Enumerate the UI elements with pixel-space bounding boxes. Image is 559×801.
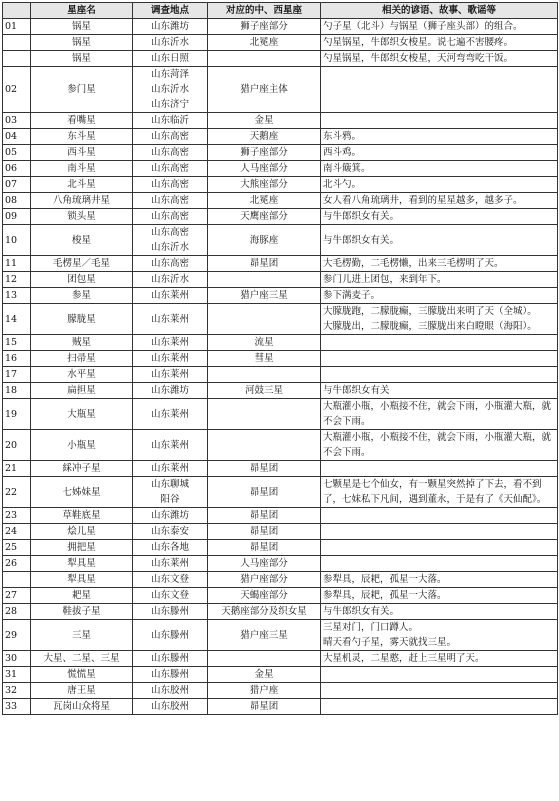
row-number-cell: 11 bbox=[3, 256, 31, 272]
table-row bbox=[3, 588, 558, 604]
proverb-cell bbox=[321, 35, 558, 51]
constellation-cell: 昴星团 bbox=[208, 461, 321, 477]
row-number-cell: 03 bbox=[3, 113, 31, 129]
table-row bbox=[3, 193, 558, 209]
proverb-cell bbox=[321, 508, 558, 524]
location-cell bbox=[133, 193, 208, 209]
constellation-cell: 昴星团 bbox=[208, 477, 321, 508]
proverb-cell bbox=[321, 620, 558, 651]
proverb-cell bbox=[321, 256, 558, 272]
constellation-cell: 河鼓三星 bbox=[208, 383, 321, 399]
constellation-cell: 昴星团 bbox=[208, 699, 321, 715]
location-cell bbox=[133, 35, 208, 51]
location-cell bbox=[133, 288, 208, 304]
proverb-line: 三星对门，门口蹲人。 bbox=[323, 622, 419, 633]
constellation-cell: 昴星团 bbox=[208, 508, 321, 524]
proverb-line: 大星机灵，二星憨，赶上三星明了天。 bbox=[323, 653, 485, 664]
star-name-cell: 看嘴星 bbox=[31, 113, 133, 129]
location-line: 山东高密 bbox=[150, 258, 189, 269]
row-number-cell: 32 bbox=[3, 683, 31, 699]
table-row bbox=[3, 288, 558, 304]
proverb-cell bbox=[321, 335, 558, 351]
location-line: 山东聊城 bbox=[150, 479, 189, 490]
table-header-row bbox=[3, 3, 558, 19]
proverb-line: 勺星锅星，牛郎织女梭星，天河弯弯吃干饭。 bbox=[323, 53, 514, 64]
location-cell bbox=[133, 508, 208, 524]
location-cell bbox=[133, 145, 208, 161]
proverb-line: 与牛郎织女有关。 bbox=[323, 606, 400, 617]
table-row bbox=[3, 524, 558, 540]
star-name-cell: 小瓶星 bbox=[31, 430, 133, 461]
constellation-cell: 狮子座部分 bbox=[208, 19, 321, 35]
location-line: 山东潍坊 bbox=[150, 385, 189, 396]
row-number-cell: 07 bbox=[3, 177, 31, 193]
row-number-cell: 15 bbox=[3, 335, 31, 351]
location-line: 山东莱州 bbox=[150, 439, 189, 451]
table-row bbox=[3, 699, 558, 715]
constellation-cell: 金星 bbox=[208, 113, 321, 129]
star-name-cell: 瓦岗山众将星 bbox=[31, 699, 133, 715]
proverb-line: 与牛郎织女有关 bbox=[323, 385, 390, 396]
location-line: 山东泰安 bbox=[150, 526, 189, 537]
constellation-cell bbox=[208, 399, 321, 430]
location-cell bbox=[133, 556, 208, 572]
table-row bbox=[3, 461, 558, 477]
table-row bbox=[3, 19, 558, 35]
proverb-line: 大朦胧出，二朦胧癫，三朦胧出来白瞪眼（海阳）。 bbox=[323, 321, 537, 332]
location-cell bbox=[133, 113, 208, 129]
location-line: 山东沂水 bbox=[150, 242, 189, 253]
constellation-cell: 天鹰座部分 bbox=[208, 209, 321, 225]
star-name-cell: 贼星 bbox=[31, 335, 133, 351]
proverb-cell bbox=[321, 556, 558, 572]
row-number-cell: 18 bbox=[3, 383, 31, 399]
star-name-cell: 犁具星 bbox=[31, 556, 133, 572]
location-cell bbox=[133, 51, 208, 67]
location-cell bbox=[133, 256, 208, 272]
star-name-cell: 三星 bbox=[31, 620, 133, 651]
location-cell bbox=[133, 304, 208, 335]
star-name-cell: 綵冲子星 bbox=[31, 461, 133, 477]
location-cell bbox=[133, 225, 208, 256]
table-row bbox=[3, 256, 558, 272]
proverb-line: 北斗勺。 bbox=[323, 179, 362, 190]
proverb-line: 勺子星（北斗）与锅星（狮子座头部）的组合。 bbox=[323, 21, 523, 32]
proverb-cell bbox=[321, 225, 558, 256]
location-line: 山东莱州 bbox=[150, 337, 189, 348]
location-line: 山东滕州 bbox=[150, 653, 189, 664]
proverb-cell bbox=[321, 651, 558, 667]
row-number-cell: 31 bbox=[3, 667, 31, 683]
proverb-cell bbox=[321, 367, 558, 383]
row-number-cell: 23 bbox=[3, 508, 31, 524]
location-line: 山东济宁 bbox=[150, 99, 189, 110]
constellation-cell: 人马座部分 bbox=[208, 161, 321, 177]
constellation-cell: 猎户座三星 bbox=[208, 288, 321, 304]
table-row bbox=[3, 161, 558, 177]
constellation-cell: 猎户座三星 bbox=[208, 620, 321, 651]
row-number-cell: 08 bbox=[3, 193, 31, 209]
table-row bbox=[3, 556, 558, 572]
constellation-cell: 猎户座 bbox=[208, 683, 321, 699]
star-name-cell: 扫帚星 bbox=[31, 351, 133, 367]
table-row bbox=[3, 209, 558, 225]
row-number-cell: 02 bbox=[3, 67, 31, 113]
row-number-cell: 21 bbox=[3, 461, 31, 477]
proverb-cell bbox=[321, 683, 558, 699]
constellation-cell bbox=[208, 367, 321, 383]
star-name-cell: 七姊妹星 bbox=[31, 477, 133, 508]
table-row bbox=[3, 651, 558, 667]
proverb-line: 西斗鸡。 bbox=[323, 147, 362, 158]
location-cell bbox=[133, 620, 208, 651]
location-line: 山东高密 bbox=[150, 179, 189, 190]
star-name-cell: 慌慌星 bbox=[31, 667, 133, 683]
star-name-cell: 扁担星 bbox=[31, 383, 133, 399]
proverb-cell bbox=[321, 540, 558, 556]
location-line: 山东高密 bbox=[150, 131, 189, 142]
star-name-cell: 拥把星 bbox=[31, 540, 133, 556]
location-cell bbox=[133, 67, 208, 113]
constellation-cell: 流星 bbox=[208, 335, 321, 351]
star-name-cell: 参门星 bbox=[31, 67, 133, 113]
row-number-cell: 20 bbox=[3, 430, 31, 461]
table-row bbox=[3, 572, 558, 588]
constellation-cell: 天鹅座部分及织女星 bbox=[208, 604, 321, 620]
location-line: 山东胶州 bbox=[150, 685, 189, 696]
location-line: 山东潍坊 bbox=[150, 510, 189, 521]
row-number-cell: 29 bbox=[3, 620, 31, 651]
constellation-cell: 大熊座部分 bbox=[208, 177, 321, 193]
location-line: 阳谷 bbox=[160, 494, 180, 505]
location-cell bbox=[133, 588, 208, 604]
table-row bbox=[3, 67, 558, 113]
row-number-cell: 01 bbox=[3, 19, 31, 35]
location-cell bbox=[133, 209, 208, 225]
location-cell bbox=[133, 430, 208, 461]
location-line: 山东滕州 bbox=[150, 629, 189, 641]
row-number-cell: 06 bbox=[3, 161, 31, 177]
proverb-cell bbox=[321, 304, 558, 335]
row-number-cell bbox=[3, 35, 31, 51]
constellation-cell: 昴星团 bbox=[208, 540, 321, 556]
proverb-cell bbox=[321, 113, 558, 129]
proverb-cell bbox=[321, 193, 558, 209]
star-name-cell: 朦胧星 bbox=[31, 304, 133, 335]
star-name-cell: 鞋拔子星 bbox=[31, 604, 133, 620]
star-name-cell: 团包星 bbox=[31, 272, 133, 288]
proverb-line: 女人看八角琉璃井，看到的星星越多，越多子。 bbox=[323, 195, 523, 206]
location-line: 山东滕州 bbox=[150, 669, 189, 680]
constellation-cell: 猎户座部分 bbox=[208, 572, 321, 588]
header-constellation: 对应的中、西星座 bbox=[208, 3, 321, 19]
proverb-cell bbox=[321, 51, 558, 67]
proverb-cell bbox=[321, 604, 558, 620]
star-name-cell: 东斗星 bbox=[31, 129, 133, 145]
row-number-cell: 26 bbox=[3, 556, 31, 572]
location-cell bbox=[133, 461, 208, 477]
constellation-cell: 昴星团 bbox=[208, 256, 321, 272]
location-line: 山东莱州 bbox=[150, 408, 189, 420]
proverb-line: 与牛郎织女有关。 bbox=[323, 211, 400, 222]
row-number-cell: 16 bbox=[3, 351, 31, 367]
location-cell bbox=[133, 604, 208, 620]
location-line: 山东胶州 bbox=[150, 701, 189, 712]
table-row bbox=[3, 399, 558, 430]
row-number-cell bbox=[3, 51, 31, 67]
location-line: 山东沂水 bbox=[150, 274, 189, 285]
table-row bbox=[3, 620, 558, 651]
row-number-cell: 12 bbox=[3, 272, 31, 288]
location-cell bbox=[133, 667, 208, 683]
proverb-cell bbox=[321, 288, 558, 304]
proverb-cell bbox=[321, 572, 558, 588]
proverb-cell bbox=[321, 209, 558, 225]
location-line: 山东莱州 bbox=[150, 369, 189, 380]
header-survey-location: 调查地点 bbox=[133, 3, 208, 19]
location-line: 山东沂水 bbox=[150, 37, 189, 48]
location-line: 山东潍坊 bbox=[150, 21, 189, 32]
table-row bbox=[3, 430, 558, 461]
proverb-cell bbox=[321, 129, 558, 145]
row-number-cell: 30 bbox=[3, 651, 31, 667]
row-number-cell: 22 bbox=[3, 477, 31, 508]
star-name-cell: 锅星 bbox=[31, 19, 133, 35]
constellation-cell bbox=[208, 651, 321, 667]
constellation-cell: 彗星 bbox=[208, 351, 321, 367]
proverb-cell bbox=[321, 399, 558, 430]
star-name-cell: 北斗星 bbox=[31, 177, 133, 193]
star-name-cell: 锅星 bbox=[31, 51, 133, 67]
location-cell bbox=[133, 383, 208, 399]
star-name-cell: 锁头星 bbox=[31, 209, 133, 225]
table-row bbox=[3, 604, 558, 620]
location-cell bbox=[133, 335, 208, 351]
constellation-cell: 北冕座 bbox=[208, 35, 321, 51]
constellation-cell: 北冕座 bbox=[208, 193, 321, 209]
table-row bbox=[3, 367, 558, 383]
location-line: 山东文登 bbox=[150, 590, 189, 601]
table-row bbox=[3, 335, 558, 351]
location-line: 山东日照 bbox=[150, 53, 189, 64]
proverb-cell bbox=[321, 699, 558, 715]
constellation-cell bbox=[208, 304, 321, 335]
table-row bbox=[3, 683, 558, 699]
constellation-cell: 天蝎座部分 bbox=[208, 588, 321, 604]
location-line: 山东高密 bbox=[150, 147, 189, 158]
location-cell bbox=[133, 524, 208, 540]
constellation-cell: 人马座部分 bbox=[208, 556, 321, 572]
table-row bbox=[3, 113, 558, 129]
proverb-cell bbox=[321, 524, 558, 540]
table-row bbox=[3, 351, 558, 367]
header-proverbs: 相关的谚语、故事、歌谣等 bbox=[321, 3, 558, 19]
table-row bbox=[3, 51, 558, 67]
proverb-cell bbox=[321, 19, 558, 35]
row-number-cell: 27 bbox=[3, 588, 31, 604]
row-number-cell: 05 bbox=[3, 145, 31, 161]
table-row bbox=[3, 508, 558, 524]
table-row bbox=[3, 177, 558, 193]
proverb-cell bbox=[321, 177, 558, 193]
location-cell bbox=[133, 272, 208, 288]
table-body bbox=[3, 19, 558, 715]
constellation-cell bbox=[208, 272, 321, 288]
star-name-cell: 南斗星 bbox=[31, 161, 133, 177]
location-cell bbox=[133, 177, 208, 193]
star-name-cell: 犁具星 bbox=[31, 572, 133, 588]
star-name-cell: 参星 bbox=[31, 288, 133, 304]
location-cell bbox=[133, 683, 208, 699]
proverb-cell bbox=[321, 145, 558, 161]
location-line: 山东菏泽 bbox=[150, 69, 189, 80]
location-cell bbox=[133, 399, 208, 430]
location-line: 山东各地 bbox=[150, 542, 189, 553]
star-name-cell: 八角琉璃井星 bbox=[31, 193, 133, 209]
star-name-cell: 毛楞星／毛星 bbox=[31, 256, 133, 272]
table-row bbox=[3, 35, 558, 51]
constellation-cell: 猎户座主体 bbox=[208, 67, 321, 113]
row-number-cell: 17 bbox=[3, 367, 31, 383]
star-name-cell: 大星、二星、三星 bbox=[31, 651, 133, 667]
proverb-cell bbox=[321, 430, 558, 461]
location-cell bbox=[133, 19, 208, 35]
proverb-line: 南斗簸箕。 bbox=[323, 163, 371, 174]
location-line: 山东莱州 bbox=[150, 290, 189, 301]
location-cell bbox=[133, 367, 208, 383]
proverb-line: 大毛楞勤，二毛楞懒，出来三毛楞明了天。 bbox=[323, 258, 504, 269]
location-line: 山东莱州 bbox=[150, 353, 189, 364]
row-number-cell: 25 bbox=[3, 540, 31, 556]
location-line: 山东文登 bbox=[150, 574, 189, 585]
constellation-cell bbox=[208, 430, 321, 461]
proverb-cell bbox=[321, 461, 558, 477]
header-star-name: 星座名 bbox=[31, 3, 133, 19]
proverb-line: 参犁具，辰耙，孤星一大落。 bbox=[323, 590, 447, 601]
proverb-line: 勺星锅星，牛郎织女梭星。说七遍不害腰疼。 bbox=[323, 37, 514, 48]
table-row bbox=[3, 225, 558, 256]
proverb-line: 七颗星是七个仙女，有一颗星突然掉了下去，看不到了，七妹私下凡间，遇到董永，于是有了《天仙配》。 bbox=[323, 479, 547, 505]
star-name-cell: 烩儿星 bbox=[31, 524, 133, 540]
constellation-cell bbox=[208, 51, 321, 67]
location-line: 山东沂水 bbox=[150, 84, 189, 95]
proverb-cell bbox=[321, 477, 558, 508]
table-row bbox=[3, 129, 558, 145]
location-line: 山东高密 bbox=[150, 227, 189, 238]
row-number-cell: 04 bbox=[3, 129, 31, 145]
star-name-cell: 西斗星 bbox=[31, 145, 133, 161]
location-cell bbox=[133, 572, 208, 588]
proverb-line: 参犁具，辰耙，孤星一大落。 bbox=[323, 574, 447, 585]
proverb-line: 晴天看勺子星，雾天就找三星。 bbox=[323, 637, 457, 648]
row-number-cell: 14 bbox=[3, 304, 31, 335]
proverb-line: 大瓶灌小瓶，小瓶接不住，就会下雨，小瓶灌大瓶，就不会下雨。 bbox=[323, 432, 552, 458]
location-cell bbox=[133, 540, 208, 556]
table-row bbox=[3, 304, 558, 335]
location-line: 山东莱州 bbox=[150, 463, 189, 474]
star-name-cell: 水平星 bbox=[31, 367, 133, 383]
row-number-cell: 13 bbox=[3, 288, 31, 304]
row-number-cell: 28 bbox=[3, 604, 31, 620]
row-number-cell: 19 bbox=[3, 399, 31, 430]
location-line: 山东滕州 bbox=[150, 606, 189, 617]
row-number-cell: 33 bbox=[3, 699, 31, 715]
constellation-cell: 天鹅座 bbox=[208, 129, 321, 145]
proverb-cell bbox=[321, 161, 558, 177]
location-cell bbox=[133, 129, 208, 145]
table-row bbox=[3, 383, 558, 399]
table-row bbox=[3, 667, 558, 683]
constellation-cell: 狮子座部分 bbox=[208, 145, 321, 161]
star-name-cell: 锅星 bbox=[31, 35, 133, 51]
star-name-cell: 梭星 bbox=[31, 225, 133, 256]
row-number-cell: 24 bbox=[3, 524, 31, 540]
row-number-cell: 10 bbox=[3, 225, 31, 256]
location-cell bbox=[133, 477, 208, 508]
proverb-cell bbox=[321, 588, 558, 604]
location-cell bbox=[133, 699, 208, 715]
proverb-line: 参门儿进上团包，来到年下。 bbox=[323, 274, 447, 285]
proverb-cell bbox=[321, 272, 558, 288]
location-line: 山东莱州 bbox=[150, 558, 189, 569]
location-line: 山东高密 bbox=[150, 211, 189, 222]
table-row bbox=[3, 272, 558, 288]
constellation-cell: 金星 bbox=[208, 667, 321, 683]
star-name-cell: 唐王星 bbox=[31, 683, 133, 699]
constellation-cell: 海豚座 bbox=[208, 225, 321, 256]
proverb-line: 东斗鸦。 bbox=[323, 131, 362, 142]
proverb-line: 大朦胧跑，二朦胧癫，三朦胧出来明了天（全城）。 bbox=[323, 306, 537, 317]
star-name-table bbox=[2, 2, 558, 715]
proverb-cell bbox=[321, 383, 558, 399]
table-row bbox=[3, 477, 558, 508]
star-name-cell: 耙星 bbox=[31, 588, 133, 604]
proverb-cell bbox=[321, 351, 558, 367]
star-name-cell: 草鞋底星 bbox=[31, 508, 133, 524]
header-number bbox=[3, 3, 31, 19]
constellation-cell: 昴星团 bbox=[208, 524, 321, 540]
location-cell bbox=[133, 161, 208, 177]
row-number-cell: 09 bbox=[3, 209, 31, 225]
proverb-cell bbox=[321, 667, 558, 683]
proverb-line: 与牛郎织女有关。 bbox=[323, 234, 400, 246]
proverb-line: 大瓶灌小瓶，小瓶接不住，就会下雨，小瓶灌大瓶，就不会下雨。 bbox=[323, 401, 552, 427]
table-row bbox=[3, 145, 558, 161]
proverb-cell bbox=[321, 67, 558, 113]
location-line: 山东临沂 bbox=[150, 115, 189, 126]
location-cell bbox=[133, 351, 208, 367]
location-line: 山东莱州 bbox=[150, 313, 189, 325]
table-row bbox=[3, 540, 558, 556]
proverb-line: 参下满麦子。 bbox=[323, 290, 381, 301]
location-cell bbox=[133, 651, 208, 667]
star-name-cell: 大瓶星 bbox=[31, 399, 133, 430]
location-line: 山东高密 bbox=[150, 195, 189, 206]
location-line: 山东高密 bbox=[150, 163, 189, 174]
row-number-cell bbox=[3, 572, 31, 588]
